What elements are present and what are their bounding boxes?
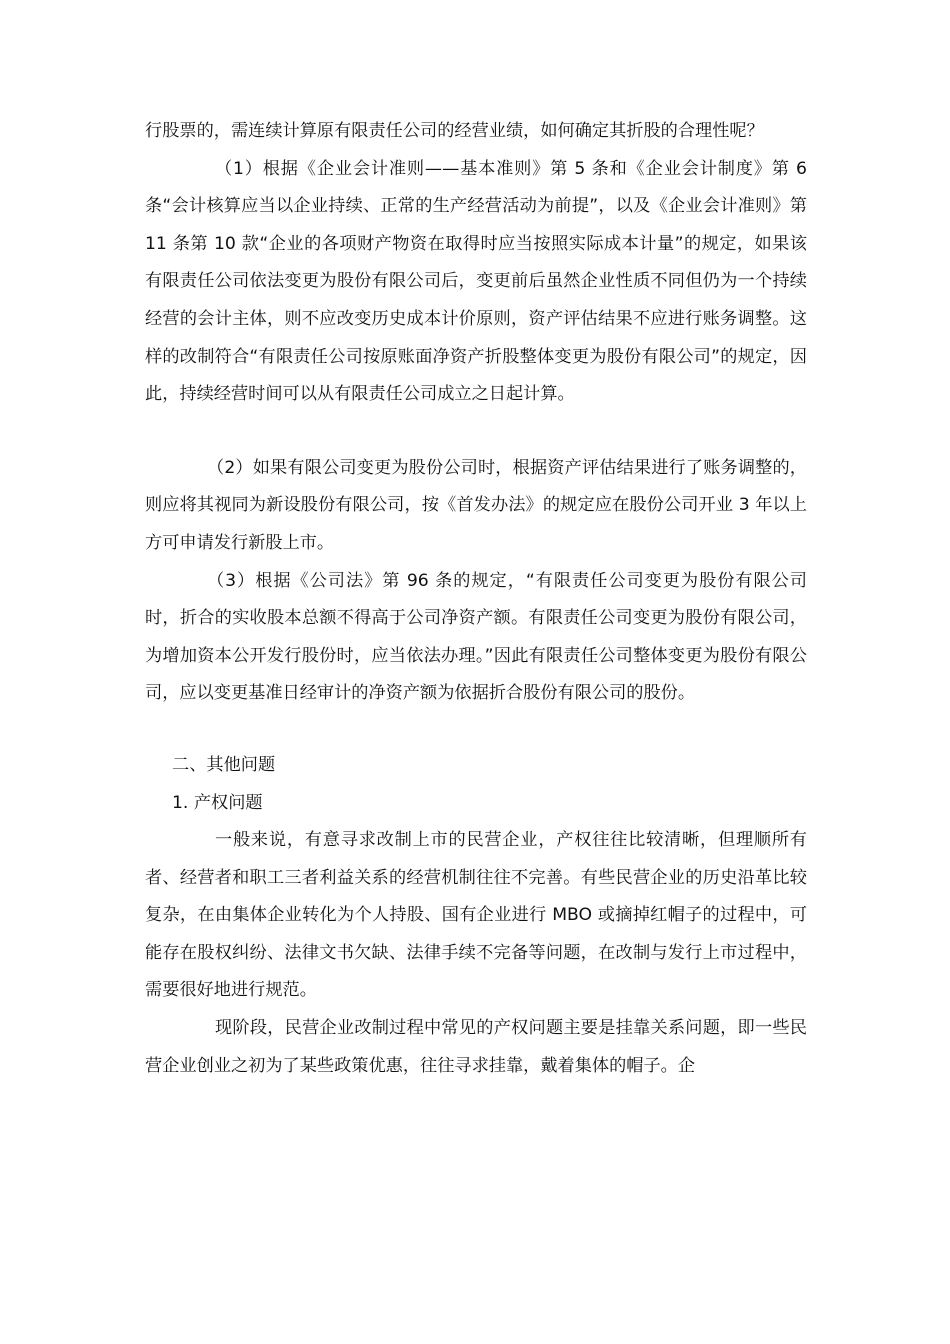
paragraph-continued: 行股票的，需连续计算原有限责任公司的经营业绩，如何确定其折股的合理性呢？: [145, 121, 764, 141]
paragraph-spacer: [145, 713, 807, 747]
paragraph-point-2: （2）如果有限公司变更为股份公司时，根据资产评估结果进行了账务调整的，则应将其视同为新设股份有限公司，按《首发办法》的规定应在股份公司开业 3 年以上方可申请发行新股上市。: [145, 457, 807, 553]
paragraph-point-1: （1）根据《企业会计准则——基本准则》第 5 条和《企业会计制度》第 6 条“会计核算应当以企业持续、正常的生产经营活动为前提”，以及《企业会计准则》第 11 条第 10 款“企业的各项财产物资在取得时应当按照实际成本计量”的规定，如果该有限责任公司依法变更为股份有限公司后，变更前后虽然企业性质不同但仍为一个持续经营的会计主体，则不应改变历史成本计价原则，资产评估结果不应进行账务调整。这样的改制符合“有限责任公司按原账面净资产折股整体变更为股份有限公司”的规定，因此，持续经营时间可以从有限责任公司成立之日起计算。: [145, 158, 807, 405]
paragraph-affiliation-issue: 现阶段，民营企业改制过程中常见的产权问题主要是挂靠关系问题，即一些民营企业创业之初为了某些政策优惠，往往寻求挂靠，戴着集体的帽子。企: [145, 1018, 807, 1076]
subsection-heading: 1. 产权问题: [172, 792, 263, 813]
paragraph-spacer: [145, 414, 807, 450]
section-heading: 二、其他问题: [172, 754, 276, 775]
paragraph-property-rights: 一般来说，有意寻求改制上市的民营企业，产权往往比较清晰，但理顺所有者、经营者和职工三者利益关系的经营机制往往不完善。有些民营企业的历史沿革比较复杂，在由集体企业转化为个人持股、国有企业进行 MBO 或摘掉红帽子的过程中，可能存在股权纠纷、法律文书欠缺、法律手续不完备等问题，在改制与发行上市过程中，需要很好地进行规范。: [145, 830, 807, 1001]
paragraph-point-3: （3）根据《公司法》第 96 条的规定，“有限责任公司变更为股份有限公司时，折合的实收股本总额不得高于公司净资产额。有限责任公司变更为股份有限公司，为增加资本公开发行股份时，应当依法办理。”因此有限责任公司整体变更为股份有限公司，应以变更基准日经审计的净资产额为依据折合股份有限公司的股份。: [145, 570, 807, 704]
document-body: [145, 113, 807, 1085]
